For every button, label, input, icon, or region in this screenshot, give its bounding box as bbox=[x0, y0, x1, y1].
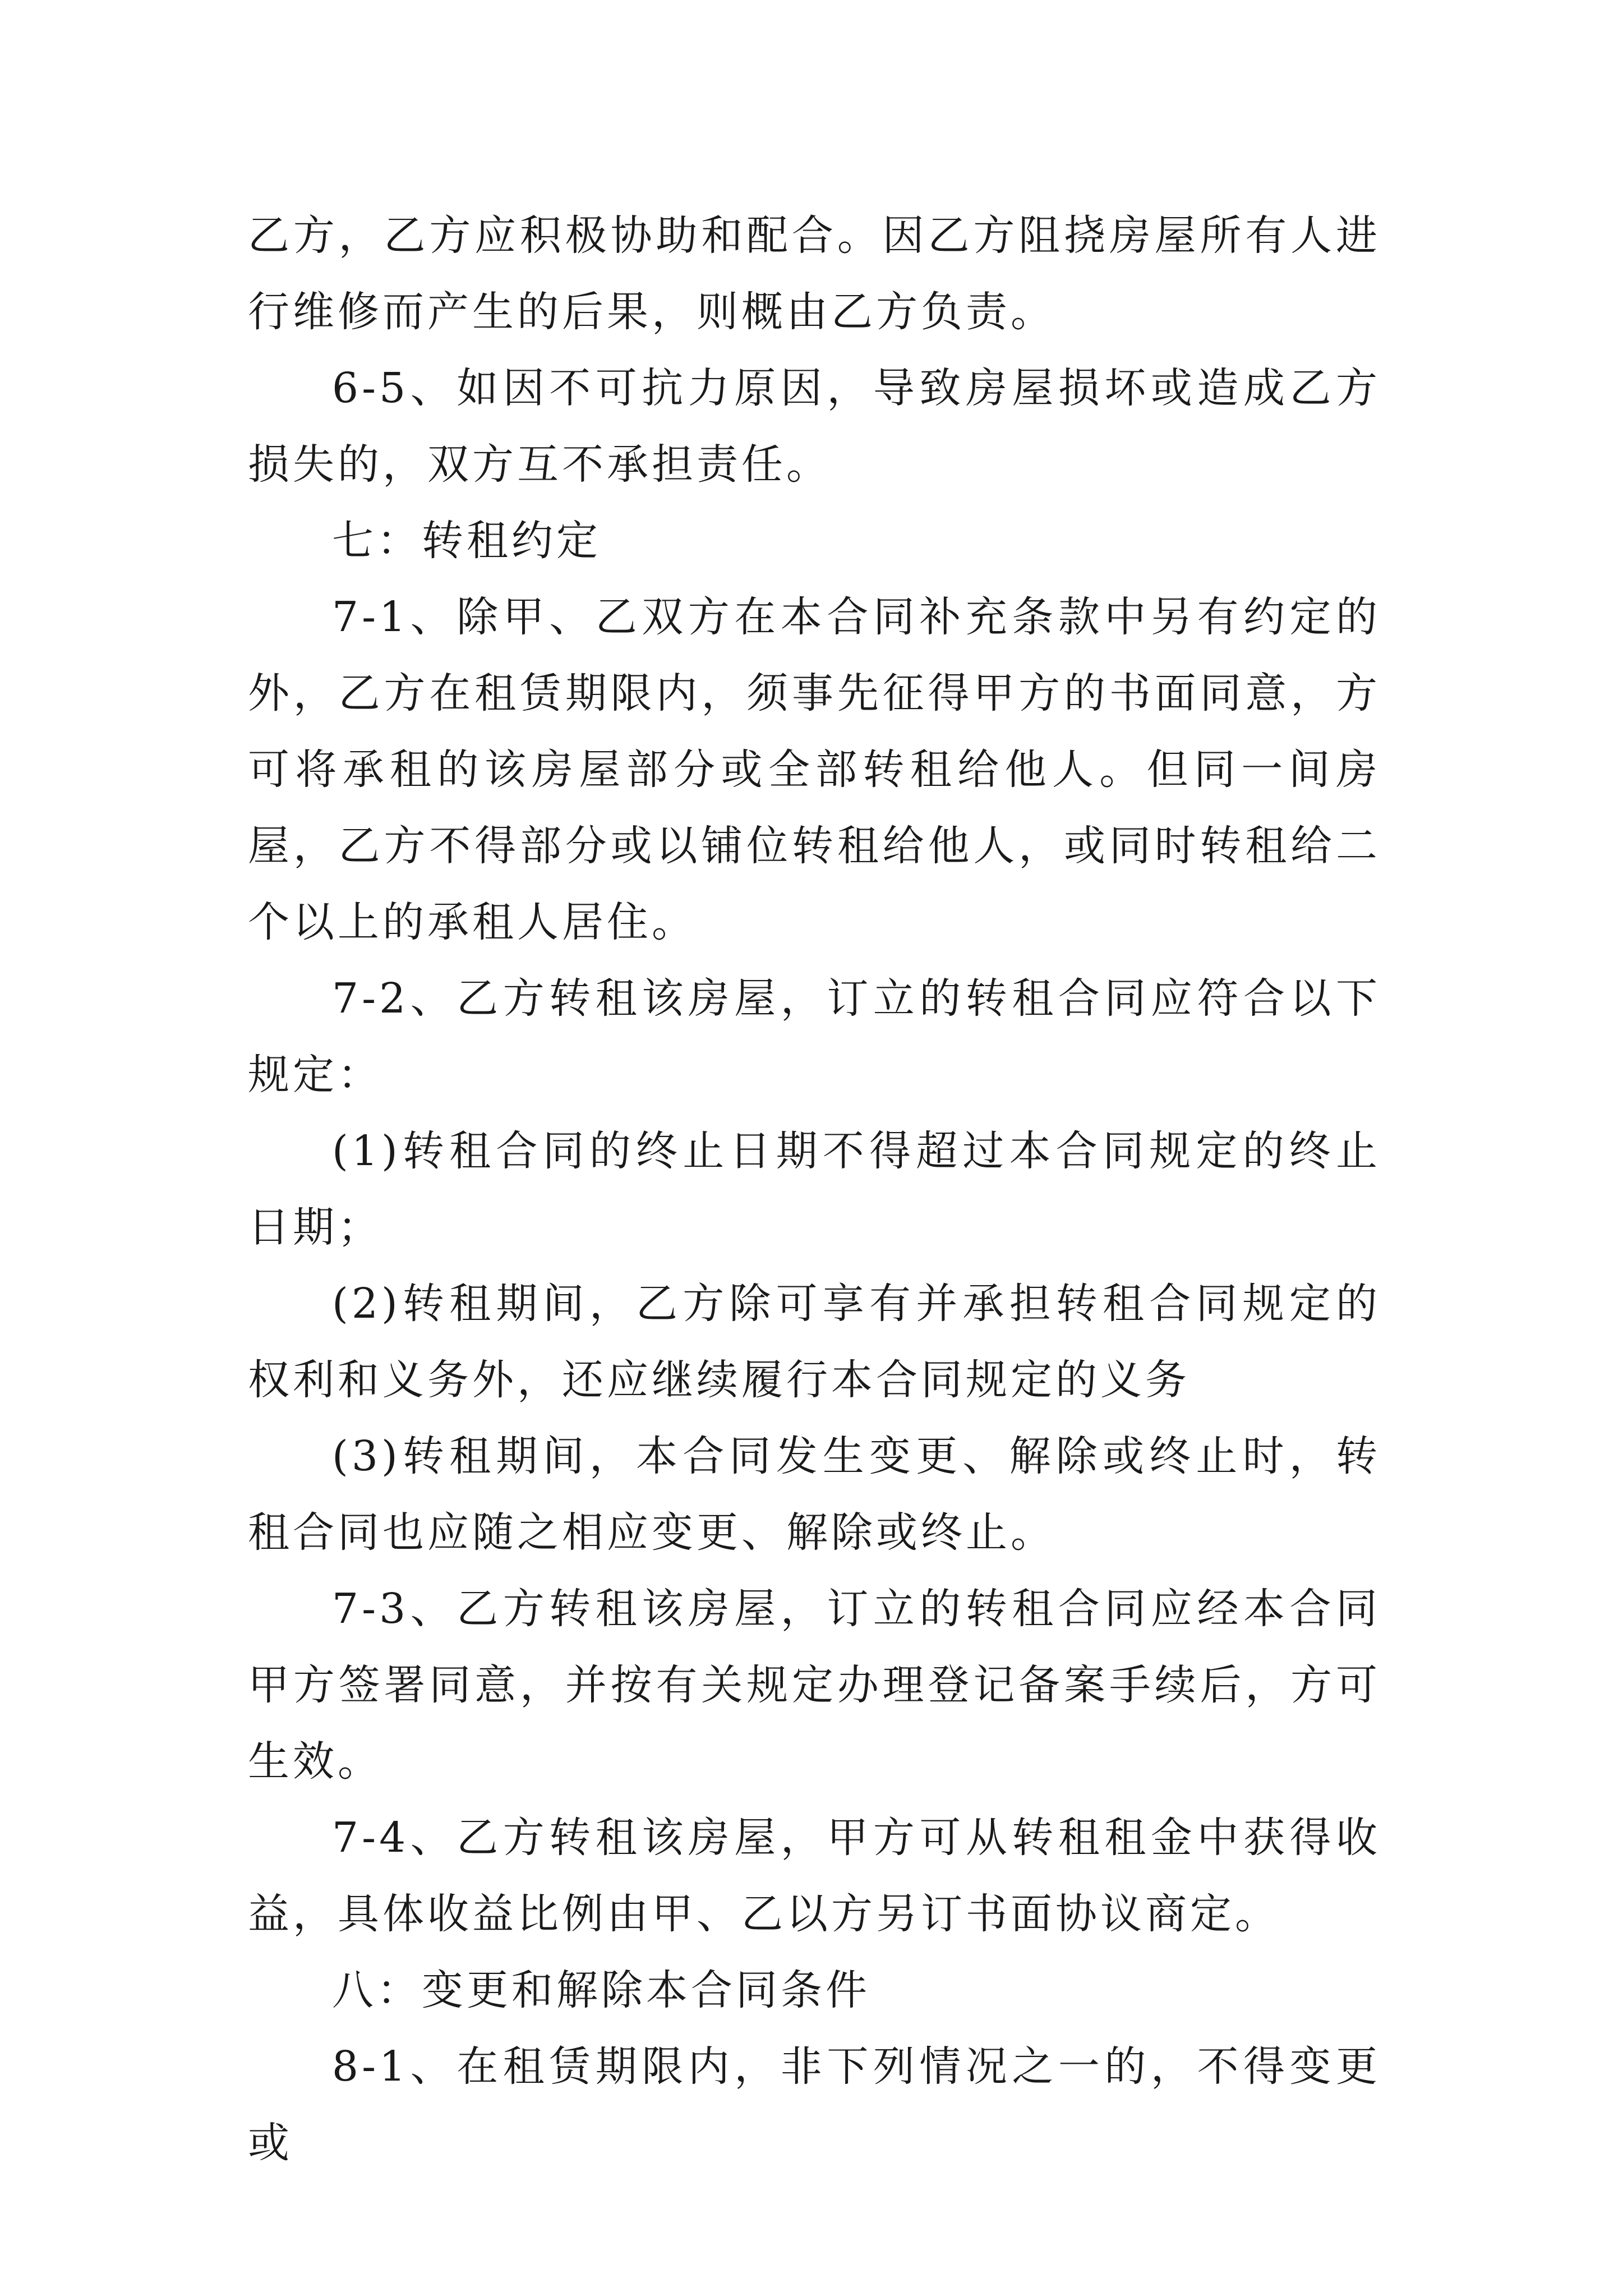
paragraph-6-5: 6-5、如因不可抗力原因，导致房屋损坏或造成乙方损失的，双方互不承担责任。 bbox=[248, 364, 1381, 489]
section-heading-8: 八：变更和解除本合同条件 bbox=[332, 1966, 870, 2014]
paragraph-7-2-item-2: (2)转租期间，乙方除可享有并承担转租合同规定的权利和义务外，还应继续履行本合同规定的义务 bbox=[248, 1280, 1381, 1404]
section-heading-7: 七：转租约定 bbox=[332, 517, 601, 565]
paragraph-7-2-item-3: (3)转租期间，本合同发生变更、解除或终止时，转租合同也应随之相应变更、解除或终止。 bbox=[248, 1432, 1381, 1557]
paragraph-8-1: 8-1、在租赁期限内，非下列情况之一的，不得变更或 bbox=[248, 2042, 1381, 2167]
paragraph-continuation: 乙方，乙方应积极协助和配合。因乙方阻挠房屋所有人进行维修而产生的后果，则概由乙方负责。 bbox=[248, 211, 1381, 336]
paragraph-7-2-item-1: (1)转租合同的终止日期不得超过本合同规定的终止日期； bbox=[248, 1127, 1381, 1251]
paragraph-7-4: 7-4、乙方转租该房屋，甲方可从转租租金中获得收益，具体收益比例由甲、乙以方另订书面协议商定。 bbox=[248, 1814, 1381, 1938]
paragraph-7-1: 7-1、除甲、乙双方在本合同补充条款中另有约定的外，乙方在租赁期限内，须事先征得甲方的书面同意，方可将承租的该房屋部分或全部转租给他人。但同一间房屋，乙方不得部分或以铺位转租给他人，或同时转租给二个以上的承租人居住。 bbox=[248, 593, 1381, 946]
paragraph-7-2: 7-2、乙方转租该房屋，订立的转租合同应符合以下规定： bbox=[248, 974, 1381, 1099]
paragraph-7-3: 7-3、乙方转租该房屋，订立的转租合同应经本合同甲方签署同意，并按有关规定办理登记备案手续后，方可生效。 bbox=[248, 1585, 1381, 1786]
contract-body bbox=[248, 197, 1381, 2181]
